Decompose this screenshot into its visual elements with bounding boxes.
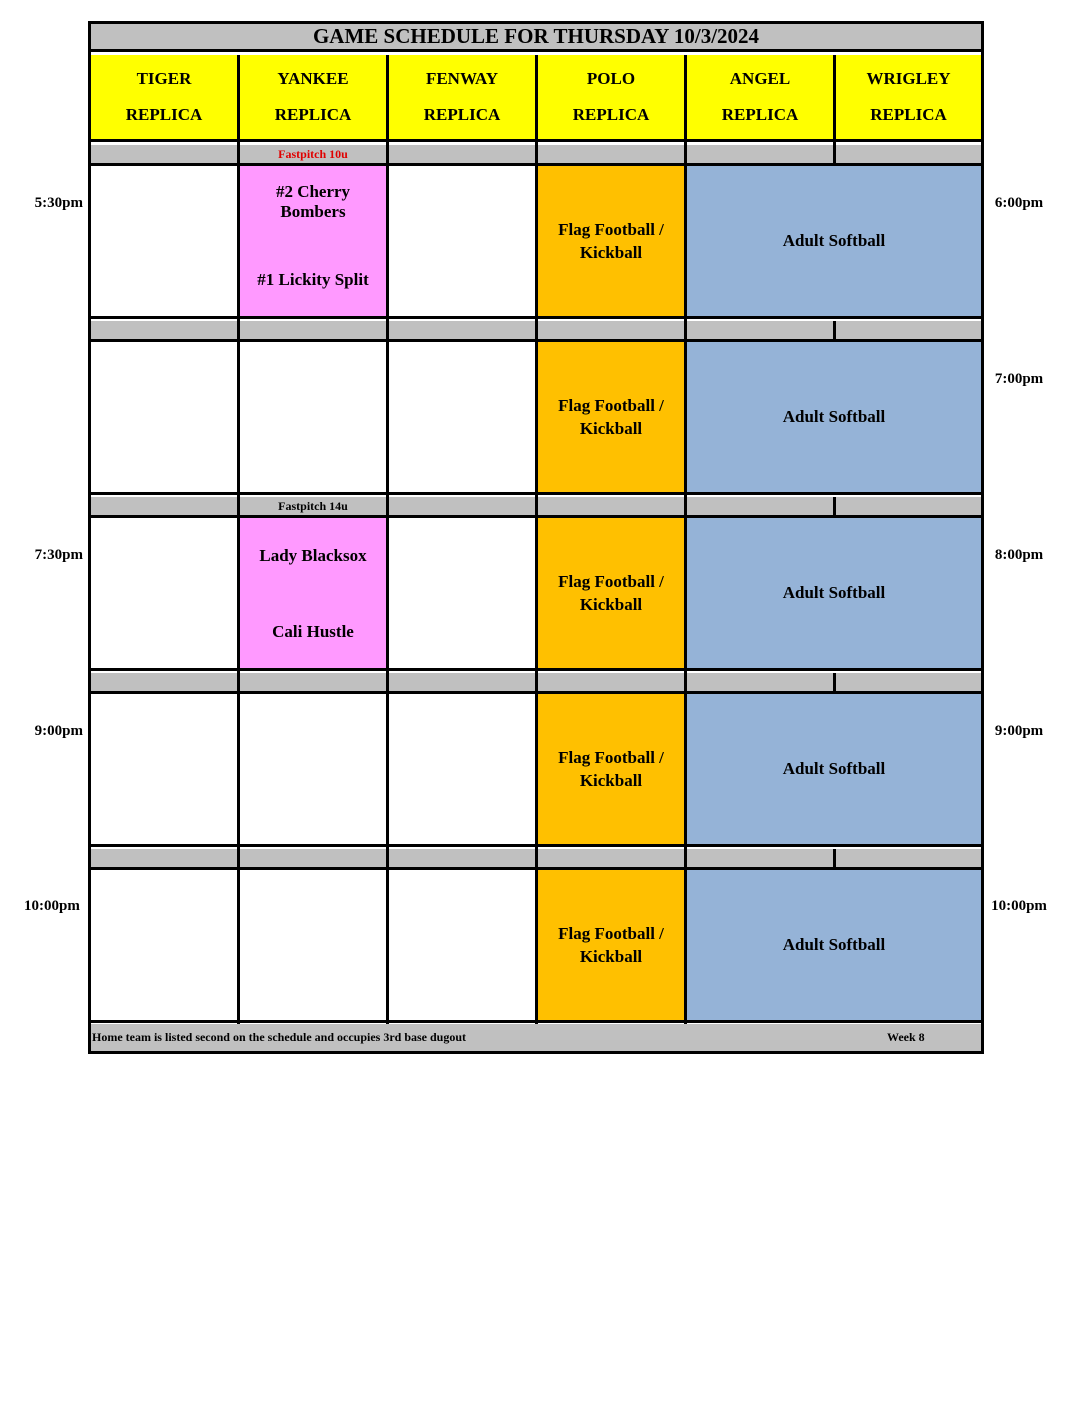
empty-slot [389, 518, 535, 671]
game-slot [240, 166, 386, 319]
flag-football-label: Flag Football / Kickball [558, 396, 664, 438]
footer-note: Home team is listed second on the schedule and occupies 3rd base dugout [92, 1030, 467, 1044]
start-time-right: 7:00pm [994, 371, 1044, 387]
home-team: #1 Lickity Split [257, 270, 369, 289]
start-time-left: 10:00pm [24, 898, 80, 914]
home-team: Cali Hustle [272, 622, 354, 641]
adult-softball-label: Adult Softball [782, 935, 886, 954]
flag-football-label: Flag Football / Kickball [558, 748, 664, 790]
column-header-tiger [91, 55, 237, 142]
division-label: Fastpitch 10u [278, 146, 348, 161]
field-name: WRIGLEY [866, 69, 951, 88]
adult-softball-slot [687, 166, 981, 319]
flag-football-slot [538, 166, 684, 319]
flag-football-slot [538, 694, 684, 847]
empty-slot [389, 166, 535, 319]
start-time-left: 5:30pm [34, 195, 83, 211]
field-sub: REPLICA [870, 105, 947, 124]
adult-softball-slot [687, 870, 981, 1023]
adult-softball-slot [687, 518, 981, 671]
adult-softball-slot [687, 342, 981, 495]
adult-softball-label: Adult Softball [782, 583, 886, 602]
flag-football-label: Flag Football / Kickball [558, 220, 664, 262]
column-divider [833, 497, 836, 518]
page-title: GAME SCHEDULE FOR THURSDAY 10/3/2024 [91, 24, 981, 52]
column-divider [833, 55, 836, 166]
flag-football-label: Flag Football / Kickball [558, 924, 664, 966]
column-header-polo [538, 55, 684, 142]
column-header-yankee [240, 55, 386, 142]
empty-slot [389, 694, 535, 847]
field-name: YANKEE [277, 69, 349, 88]
start-time-left: 7:30pm [34, 547, 83, 563]
empty-slot [91, 694, 237, 847]
field-sub: REPLICA [721, 105, 799, 124]
empty-slot [389, 870, 535, 1023]
empty-slot [240, 342, 386, 495]
empty-slot [240, 694, 386, 847]
field-name: ANGEL [729, 69, 791, 88]
division-label: Fastpitch 14u [278, 498, 348, 513]
adult-softball-label: Adult Softball [782, 407, 886, 426]
flag-football-slot [538, 870, 684, 1023]
field-sub: REPLICA [274, 105, 352, 124]
column-header-angel [687, 55, 833, 142]
column-divider [684, 55, 687, 1024]
column-header-wrigley [836, 55, 981, 142]
column-divider [237, 55, 240, 1024]
start-time-right: 8:00pm [994, 547, 1044, 563]
empty-slot [91, 870, 237, 1023]
start-time-right: 9:00pm [994, 723, 1044, 739]
week-label: Week 8 [887, 1030, 925, 1044]
empty-slot [91, 518, 237, 671]
field-sub: REPLICA [572, 105, 650, 124]
field-name: POLO [586, 69, 636, 88]
flag-football-label: Flag Football / Kickball [558, 572, 664, 614]
empty-slot [389, 342, 535, 495]
adult-softball-label: Adult Softball [782, 759, 886, 778]
column-divider [833, 673, 836, 694]
column-divider [833, 849, 836, 870]
flag-football-slot [538, 518, 684, 671]
start-time-left: 9:00pm [34, 723, 83, 739]
field-name: TIGER [136, 69, 192, 88]
flag-football-slot [538, 342, 684, 495]
column-divider [386, 55, 389, 1024]
column-header-fenway [389, 55, 535, 142]
away-team: Lady Blacksox [259, 546, 367, 565]
footer-bar [91, 1024, 981, 1051]
field-sub: REPLICA [125, 105, 203, 124]
column-divider [535, 55, 538, 1024]
empty-slot [240, 870, 386, 1023]
field-sub: REPLICA [423, 105, 501, 124]
column-divider [833, 321, 836, 342]
adult-softball-slot [687, 694, 981, 847]
away-team: #2 Cherry Bombers [275, 182, 351, 221]
game-slot [240, 518, 386, 671]
adult-softball-label: Adult Softball [782, 231, 886, 250]
start-time-right: 6:00pm [994, 195, 1044, 211]
field-name: FENWAY [425, 69, 499, 88]
empty-slot [91, 342, 237, 495]
start-time-right: 10:00pm [991, 898, 1047, 914]
empty-slot [91, 166, 237, 319]
